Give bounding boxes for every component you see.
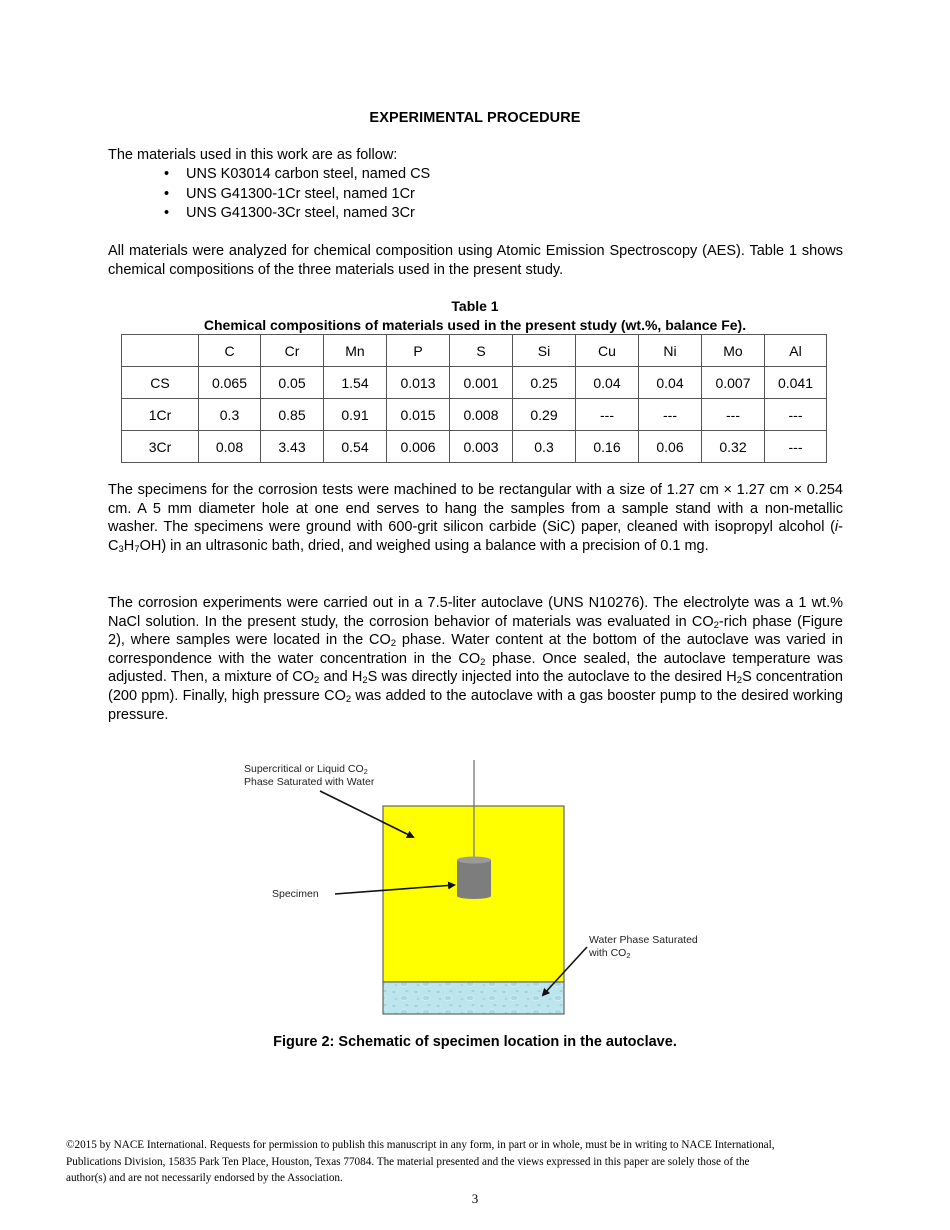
subscript: 2 [390,638,397,650]
table-cell: 0.001 [450,367,513,399]
specimen-paragraph [108,481,843,555]
table-cell: 0.85 [261,399,324,431]
text-run: -rich phase (Figure 2), where samples were located in the CO [108,613,843,649]
table-cell: 0.32 [702,431,765,463]
subscript: 2 [480,656,486,668]
autoclave-figure [235,750,715,1030]
table-cell: --- [639,399,702,431]
co2-phase-label [244,763,374,788]
subscript: 2 [314,675,320,687]
table-cell: 0.003 [450,431,513,463]
table-cell: 0.08 [199,431,261,463]
table-cell: 1Cr [122,399,199,431]
table-cell: 0.3 [199,399,261,431]
subscript: 2 [345,693,352,705]
table-cell: --- [576,399,639,431]
table-cell: --- [702,399,765,431]
subscript: 2 [362,675,368,687]
text-run: and H [319,669,363,686]
table-cell: 0.05 [261,367,324,399]
text-run: S was directly injected into the autoclave to the desired H [367,669,737,686]
text-run: i [834,519,839,536]
text-run: Supercritical or Liquid CO [244,763,364,775]
table-cell: --- [765,431,827,463]
table-header-cell: Cu [576,335,639,367]
table-header-cell: Cr [261,335,324,367]
table-header-cell: Si [513,335,576,367]
table-cell: 0.065 [199,367,261,399]
text-run: phase. Once sealed, the autoclave temperature was adjusted. Then, a mixture of CO [108,650,843,686]
table-header-cell: Ni [639,335,702,367]
table-cell: 0.91 [324,399,387,431]
table-cell: 0.006 [387,431,450,463]
subscript: 2 [713,619,719,631]
material-item: • UNS G41300-3Cr steel, named 3Cr [164,204,430,224]
table-cell: 0.3 [513,431,576,463]
text-run: was added to the autoclave with a gas booster pump to the desired working pressure. [108,687,843,723]
table-header-cell: P [387,335,450,367]
table-cell: 3.43 [261,431,324,463]
table-cell: --- [765,399,827,431]
table-cell: 0.008 [450,399,513,431]
table-cell: 0.015 [387,399,450,431]
table-header-cell: Al [765,335,827,367]
water-phase-label [589,934,698,959]
text-run: Water Phase Saturated [589,934,698,946]
figure-caption: Figure 2: Schematic of specimen location in the autoclave. [273,1034,677,1050]
material-item: • UNS G41300-1Cr steel, named 1Cr [164,185,430,205]
table-cell: 3Cr [122,431,199,463]
copyright-footer: ©2015 by NACE International. Requests for permission to publish this manuscript in any form, in part or in whole, must be in writing to NACE International, Publications Division, 15835 Park Ten Place, Houston, Texas 77084. The material presented and the views expressed in this paper are solely those of the author(s) and are not necessarily endorsed by the Association. [66,1139,775,1184]
table-cell: 0.04 [576,367,639,399]
table-row [122,367,827,399]
text-run: with CO [589,946,627,959]
table-header-cell: Mo [702,335,765,367]
table-cell: 0.013 [387,367,450,399]
text-run: Phase Saturated with Water [244,775,375,788]
table-cell: 0.007 [702,367,765,399]
text-run: H [123,537,135,554]
text-run: OH) in an ultrasonic bath, dried, and weighed using a balance with a precision of 0.1 mg. [139,537,709,554]
text-run: -C [108,519,843,554]
composition-paragraph: All materials were analyzed for chemical composition using Atomic Emission Spectroscopy (AES). Table 1 shows chemical compositions of the three materials used in the present study. [108,243,843,278]
table-header-cell: S [450,335,513,367]
table-cell: CS [122,367,199,399]
text-run: S concentration (200 ppm). Finally, high pressure CO [108,669,843,704]
materials-list [164,165,430,224]
text-run: The corrosion experiments were carried out in a 7.5-liter autoclave (UNS N10276). The electrolyte was a 1 wt.% NaCl solution. In the present study, the corrosion behavior of materials was evaluated in CO [108,595,843,630]
table-caption: Chemical compositions of materials used in the present study (wt.%, balance Fe). [203,317,747,333]
specimen-label: Specimen [272,888,319,900]
table-header-cell: Mn [324,335,387,367]
table-cell: 1.54 [324,367,387,399]
experiment-paragraph [108,594,843,724]
water-phase-region [383,982,564,1014]
table-row [122,431,827,463]
text-run: phase. Water content at the bottom of the autoclave was varied in correspondence with the water concentration in the CO [108,632,843,667]
table-cell: 0.25 [513,367,576,399]
table-cell: 0.29 [513,399,576,431]
subscript: 2 [626,950,631,960]
table-header-cell [122,335,199,367]
table-cell: 0.06 [639,431,702,463]
table-header-cell: C [199,335,261,367]
section-heading: EXPERIMENTAL PROCEDURE [369,110,581,126]
table-cell: 0.16 [576,431,639,463]
table-cell: 0.04 [639,367,702,399]
materials-intro: The materials used in this work are as follow: [108,147,398,163]
composition-table [121,334,827,463]
table-cell: 0.041 [765,367,827,399]
table-header-row [122,335,827,367]
specimen-cylinder [457,857,491,900]
material-item: • UNS K03014 carbon steel, named CS [164,165,430,185]
table-cell: 0.54 [324,431,387,463]
text-run: The specimens for the corrosion tests were machined to be rectangular with a size of 1.27 cm × 1.27 cm × 0.254 cm. A 5 mm diameter hole at one end serves to hang the samples from a sample stand with a non-metallic washer. The specimens were ground with 600-grit silicon carbide (SiC) paper, cleaned with isopropyl alcohol ( [108,482,843,536]
table-label: Table 1 [451,298,499,314]
table-row [122,399,827,431]
subscript: 2 [363,767,368,776]
subscript: 2 [736,675,743,687]
subscript: 7 [134,543,140,555]
subscript: 3 [118,543,124,555]
page-number: 3 [471,1191,479,1206]
